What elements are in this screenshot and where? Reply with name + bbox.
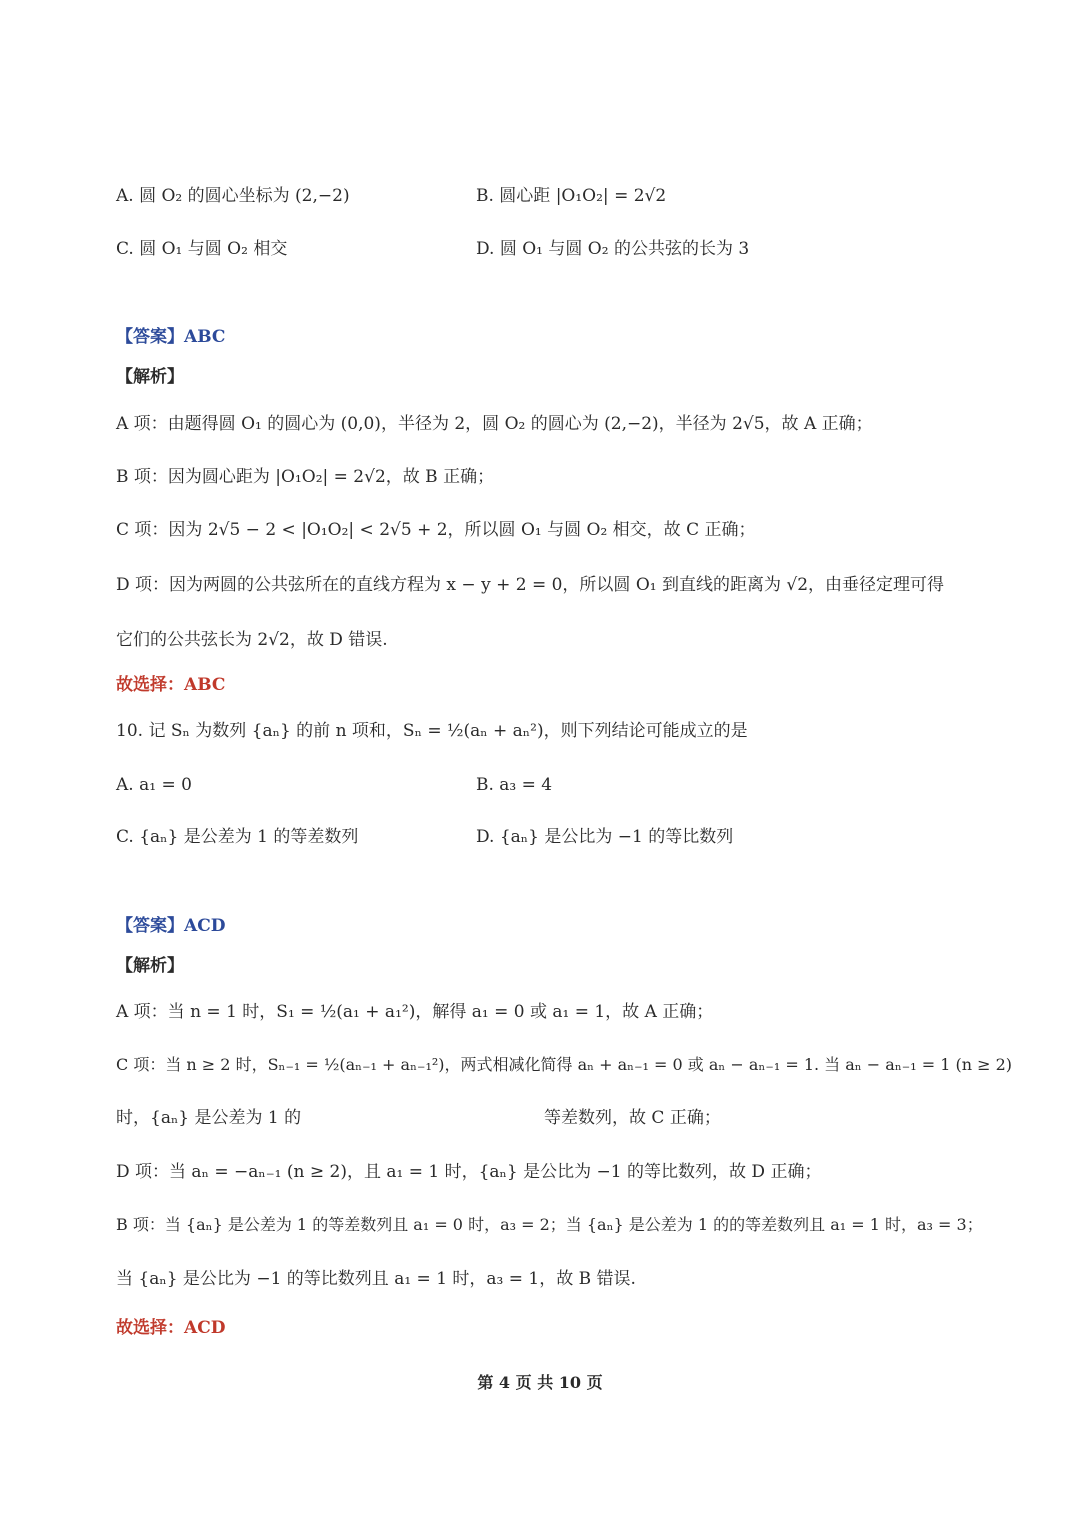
q10-analysis-label: 【解析】	[116, 956, 184, 975]
q10-stem: 10. 记 Sₙ 为数列 {aₙ} 的前 n 项和，Sₙ = ½(aₙ + aₙ²)，则下列结论可能成立的是	[116, 721, 748, 741]
q10-answer-value: ACD	[184, 916, 226, 936]
q10-option-d: D. {aₙ} 是公比为 −1 的等比数列	[476, 827, 734, 847]
q9-option-a: A. 圆 O₂ 的圆心坐标为 (2,−2)	[116, 186, 350, 206]
q10-option-c: C. {aₙ} 是公差为 1 的等差数列	[116, 827, 359, 847]
q9-analysis-b: B 项：因为圆心距为 |O₁O₂| = 2√2，故 B 正确；	[116, 467, 495, 487]
q10-analysis-b: B 项：当 {aₙ} 是公差为 1 的等差数列且 a₁ = 0 时，a₃ = 2；当 {aₙ} 是公差为 1 的的等差数列且 a₁ = 1 时，a₃ = 3；	[116, 1215, 983, 1234]
q10-choice	[116, 1314, 225, 1342]
q10-analysis-d: D 项：当 aₙ = −aₙ₋₁ (n ≥ 2)，且 a₁ = 1 时，{aₙ} 是公比为 −1 的等比数列，故 D 正确；	[116, 1162, 822, 1182]
q9-answer-label: 【答案】	[116, 327, 184, 347]
q10-choice-value: ACD	[184, 1318, 226, 1338]
q9-analysis-d-cont: 它们的公共弦长为 2√2，故 D 错误.	[116, 630, 388, 650]
q9-analysis-a: A 项：由题得圆 O₁ 的圆心为 (0,0)，半径为 2，圆 O₂ 的圆心为 (2,−2)，半径为 2√5，故 A 正确；	[116, 414, 873, 434]
q10-option-a: A. a₁ = 0	[116, 775, 192, 795]
q9-option-d: D. 圆 O₁ 与圆 O₂ 的公共弦的长为 3	[476, 239, 750, 259]
q10-option-b: B. a₃ = 4	[476, 775, 553, 795]
q9-choice-label: 故选择：	[116, 675, 184, 695]
q9-option-c: C. 圆 O₁ 与圆 O₂ 相交	[116, 239, 288, 259]
q10-analysis-a: A 项：当 n = 1 时，S₁ = ½(a₁ + a₁²)，解得 a₁ = 0 或 a₁ = 1，故 A 正确；	[116, 1002, 714, 1022]
q10-answer-label: 【答案】	[116, 916, 184, 936]
page-footer: 第 4 页 共 10 页	[477, 1373, 603, 1392]
q9-answer-value: ABC	[184, 327, 226, 347]
q10-answer	[116, 912, 225, 940]
q10-analysis-b-cont: 当 {aₙ} 是公比为 −1 的等比数列且 a₁ = 1 时，a₃ = 1，故 B 错误.	[116, 1269, 636, 1289]
q9-choice-value: ABC	[184, 675, 226, 695]
q9-answer	[116, 323, 225, 351]
q10-analysis-c-cont2: 等差数列，故 C 正确；	[544, 1108, 721, 1128]
q9-analysis-label: 【解析】	[116, 367, 184, 386]
q9-analysis-d: D 项：因为两圆的公共弦所在的直线方程为 x − y + 2 = 0，所以圆 O₁ 到直线的距离为 √2，由垂径定理可得	[116, 575, 945, 595]
q10-analysis-c: C 项：当 n ≥ 2 时，Sₙ₋₁ = ½(aₙ₋₁ + aₙ₋₁²)，两式相减化简得 aₙ + aₙ₋₁ = 0 或 aₙ − aₙ₋₁ = 1. 当 aₙ − aₙ₋₁ = 1 (n ≥ 2)	[116, 1055, 1013, 1074]
q10-analysis-c-cont1: 时，{aₙ} 是公差为 1 的	[116, 1108, 302, 1128]
q9-option-b: B. 圆心距 |O₁O₂| = 2√2	[476, 186, 667, 206]
q9-choice	[116, 671, 225, 699]
q9-analysis-c: C 项：因为 2√5 − 2 < |O₁O₂| < 2√5 + 2，所以圆 O₁ 与圆 O₂ 相交，故 C 正确；	[116, 520, 756, 540]
q10-choice-label: 故选择：	[116, 1318, 184, 1338]
